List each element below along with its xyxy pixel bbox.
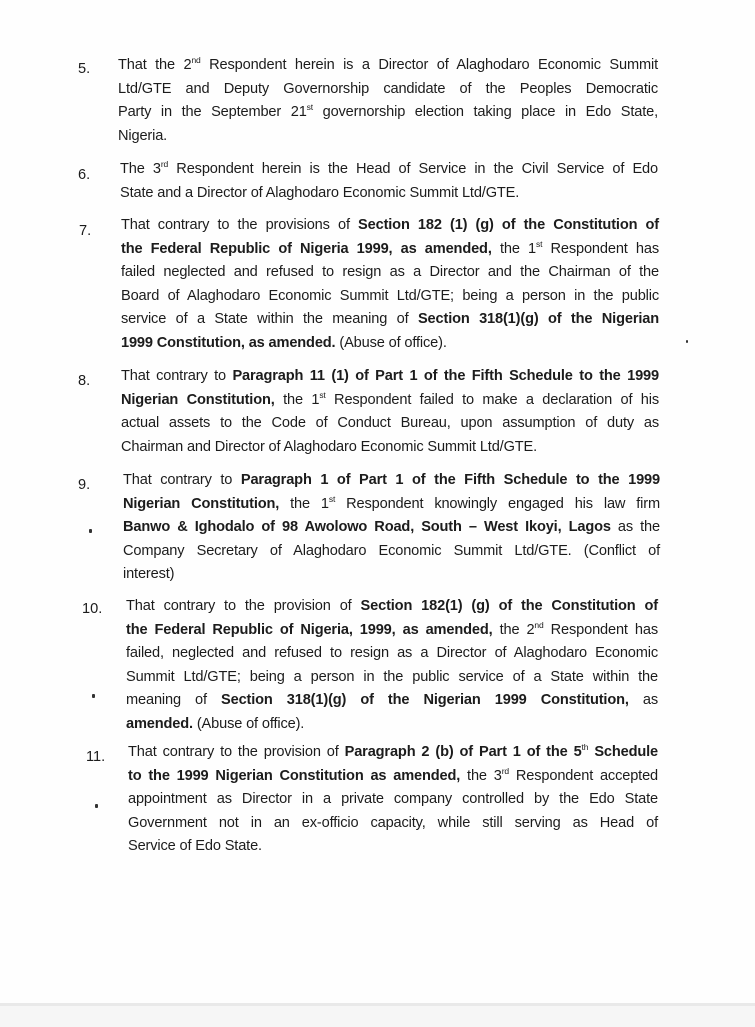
paragraph-8 [121,365,659,459]
text-line: service of a State within the meaning of Section 318(1)(g) of the Nigerian [121,311,659,328]
paragraph-number: 6. [78,167,91,183]
text-line: The 3rd Respondent herein is the Head of Service in the Civil Service of Edo [120,159,658,177]
text-line: the Federal Republic of Nigeria, 1999, as amended, the 2nd Respondent has [126,619,658,638]
text-line: the Federal Republic of Nigeria 1999, as amended, the 1st Respondent has [121,238,659,257]
text-line: failed, neglected and refused to resign as a Director of Alaghodaro Economic [126,645,658,662]
paragraph-6 [120,158,658,205]
text-line: meaning of Section 318(1)(g) of the Nigerian 1999 Constitution, as [126,692,658,709]
text-line: That contrary to the provision of Section 182(1) (g) of the Constitution of [126,598,658,614]
scan-artifact [92,694,95,698]
paragraph-5 [118,54,658,148]
paragraph-number: 9. [78,477,91,493]
text-line: That contrary to the provisions of Section 182 (1) (g) of the Constitution of [121,217,660,233]
text-line: appointment as Director in a private company controlled by the Edo State [128,791,658,808]
text-line: Chairman and Director of Alaghodaro Economic Summit Ltd/GTE. [121,438,538,455]
text-line: Nigerian Constitution, the 1st Respondent knowingly engaged his law firm [123,493,660,512]
text-line: Banwo & Ighodalo of 98 Awolowo Road, South – West Ikoyi, Lagos as the [123,519,660,536]
text-line: Service of Edo State. [128,838,262,855]
text-line: Ltd/GTE and Deputy Governorship candidate of the Peoples Democratic [118,80,658,97]
paragraph-11 [128,741,658,859]
paragraph-number: 11. [86,749,106,765]
text-line: Summit Ltd/GTE; being a person in the public service of a State within the [126,668,658,685]
text-line: That the 2nd Respondent herein is a Director of Alaghodaro Economic Summit [118,55,658,73]
text-line: to the 1999 Nigerian Constitution as amended, the 3rd Respondent accepted [128,765,658,784]
paragraph-9 [123,469,660,587]
text-line: That contrary to Paragraph 1 of Part 1 of the Fifth Schedule to the 1999 [123,472,660,488]
text-line: Nigerian Constitution, the 1st Respondent failed to make a declaration of his [121,389,659,408]
text-line: Government not in an ex-officio capacity, while still serving as Head of [128,814,658,831]
paragraph-7 [121,214,659,356]
text-line: State and a Director of Alaghodaro Economic Summit Ltd/GTE. [120,184,520,201]
paragraph-number: 7. [79,223,92,239]
scan-artifact [89,529,92,533]
paragraph-number: 8. [78,373,91,389]
text-line: 1999 Constitution, as amended. (Abuse of office). [121,334,447,351]
scan-artifact [686,340,688,343]
text-line: Party in the September 21st governorship election taking place in Edo State, [118,102,658,121]
text-line: actual assets to the Code of Conduct Bureau, upon assumption of duty as [121,415,659,432]
text-line: amended. (Abuse of office). [126,715,305,732]
paragraph-number: 10. [82,601,103,617]
paragraph-number: 5. [78,61,91,77]
text-line: That contrary to the provision of Paragraph 2 (b) of Part 1 of the 5th Schedule [128,742,659,760]
text-line: interest) [123,566,175,583]
text-line: That contrary to Paragraph 11 (1) of Part 1 of the Fifth Schedule to the 1999 [121,368,659,384]
text-line: Company Secretary of Alaghodaro Economic Summit Ltd/GTE. (Conflict of [123,542,660,559]
text-line: failed neglected and refused to resign as a Director and the Chairman of the [121,264,659,281]
page-bottom-edge [0,1003,755,1027]
text-line: Nigeria. [118,127,168,144]
text-line: Board of Alaghodaro Economic Summit Ltd/GTE; being a person in the public [121,287,659,304]
scan-artifact [95,804,98,808]
paragraph-10 [126,595,658,737]
